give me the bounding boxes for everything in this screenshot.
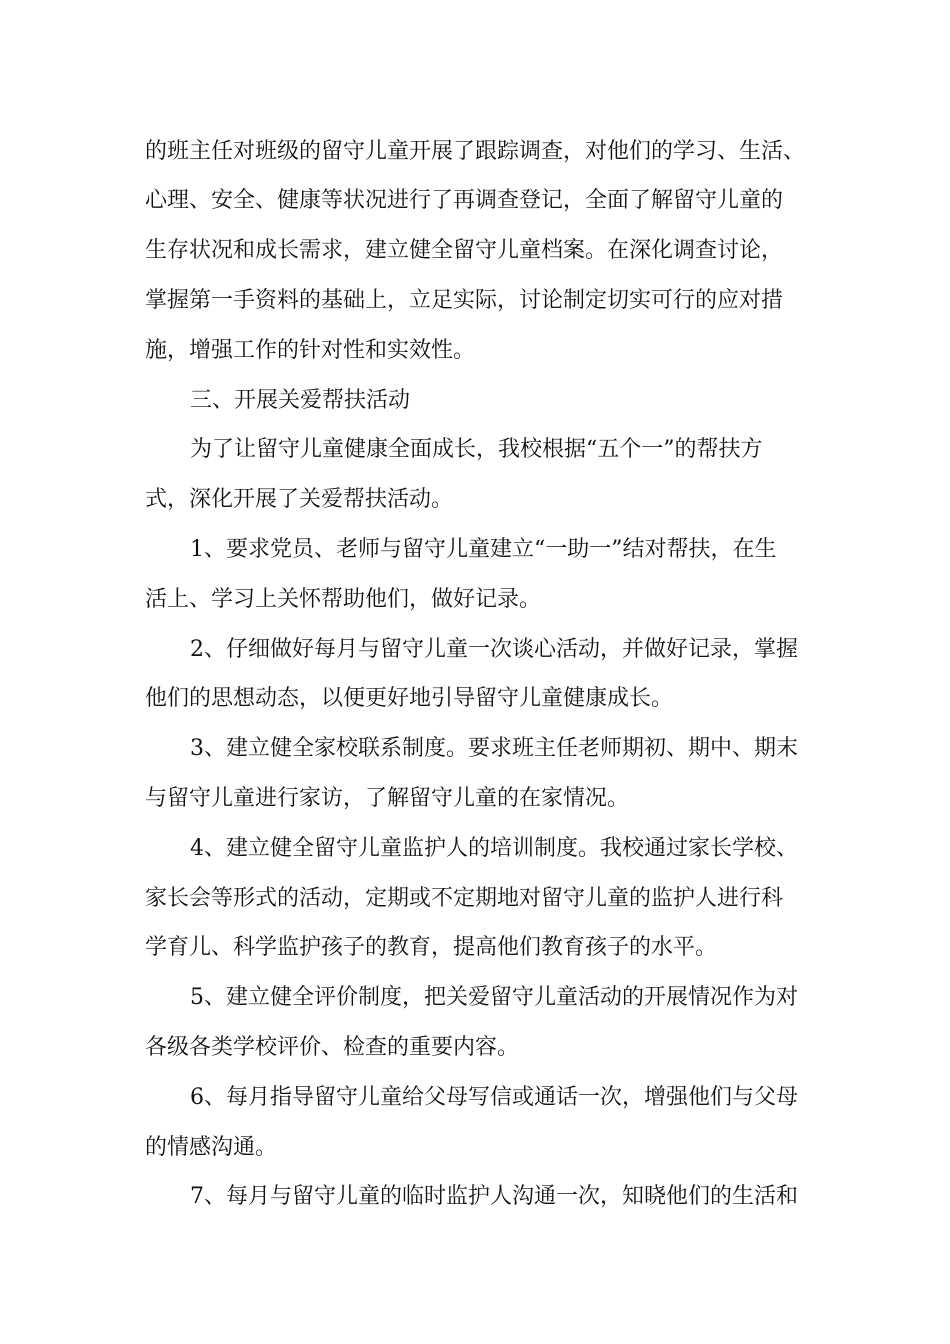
text-line: 他们的思想动态，以便更好地引导留守儿童健康成长。 xyxy=(145,686,674,711)
text-line: 生存状况和成长需求，建立健全留守儿童档案。在深化调查讨论， xyxy=(145,238,784,263)
text-line: 施，增强工作的针对性和实效性。 xyxy=(145,338,476,363)
list-item-line: 2、仔细做好每月与留守儿童一次谈心活动，并做好记录，掌握 xyxy=(190,637,798,662)
text-line: 的情感沟通。 xyxy=(145,1135,278,1160)
text-line: 掌握第一手资料的基础上，立足实际，讨论制定切实可行的应对措 xyxy=(145,288,784,313)
text-line: 家长会等形式的活动，定期或不定期地对留守儿童的监护人进行科 xyxy=(145,886,784,911)
text-line: 活上、学习上关怀帮助他们，做好记录。 xyxy=(145,587,542,612)
text-line: 心理、安全、健康等状况进行了再调查登记，全面了解留守儿童的 xyxy=(145,188,784,213)
text-line: 各级各类学校评价、检查的重要内容。 xyxy=(145,1035,520,1060)
section-heading: 三、开展关爱帮扶活动 xyxy=(190,388,411,413)
list-item-line: 6、每月指导留守儿童给父母写信或通话一次，增强他们与父母 xyxy=(190,1085,798,1110)
text-line: 与留守儿童进行家访，了解留守儿童的在家情况。 xyxy=(145,786,630,811)
list-item-line: 4、建立健全留守儿童监护人的培训制度。我校通过家长学校、 xyxy=(190,836,798,861)
list-item-line: 3、建立健全家校联系制度。要求班主任老师期初、期中、期末 xyxy=(190,736,798,761)
text-line: 为了让留守儿童健康全面成长，我校根据“五个一”的帮扶方 xyxy=(190,437,763,462)
text-line: 式，深化开展了关爱帮扶活动。 xyxy=(145,487,454,512)
list-item-line: 1、要求党员、老师与留守儿童建立“一助一”结对帮扶，在生 xyxy=(190,537,777,562)
list-item-line: 5、建立健全评价制度，把关爱留守儿童活动的开展情况作为对 xyxy=(190,985,798,1010)
text-line: 学育儿、科学监护孩子的教育，提高他们教育孩子的水平。 xyxy=(145,935,718,960)
text-line: 的班主任对班级的留守儿童开展了跟踪调查，对他们的学习、生活、 xyxy=(145,139,806,164)
list-item-line: 7、每月与留守儿童的临时监护人沟通一次，知晓他们的生活和 xyxy=(190,1184,798,1209)
